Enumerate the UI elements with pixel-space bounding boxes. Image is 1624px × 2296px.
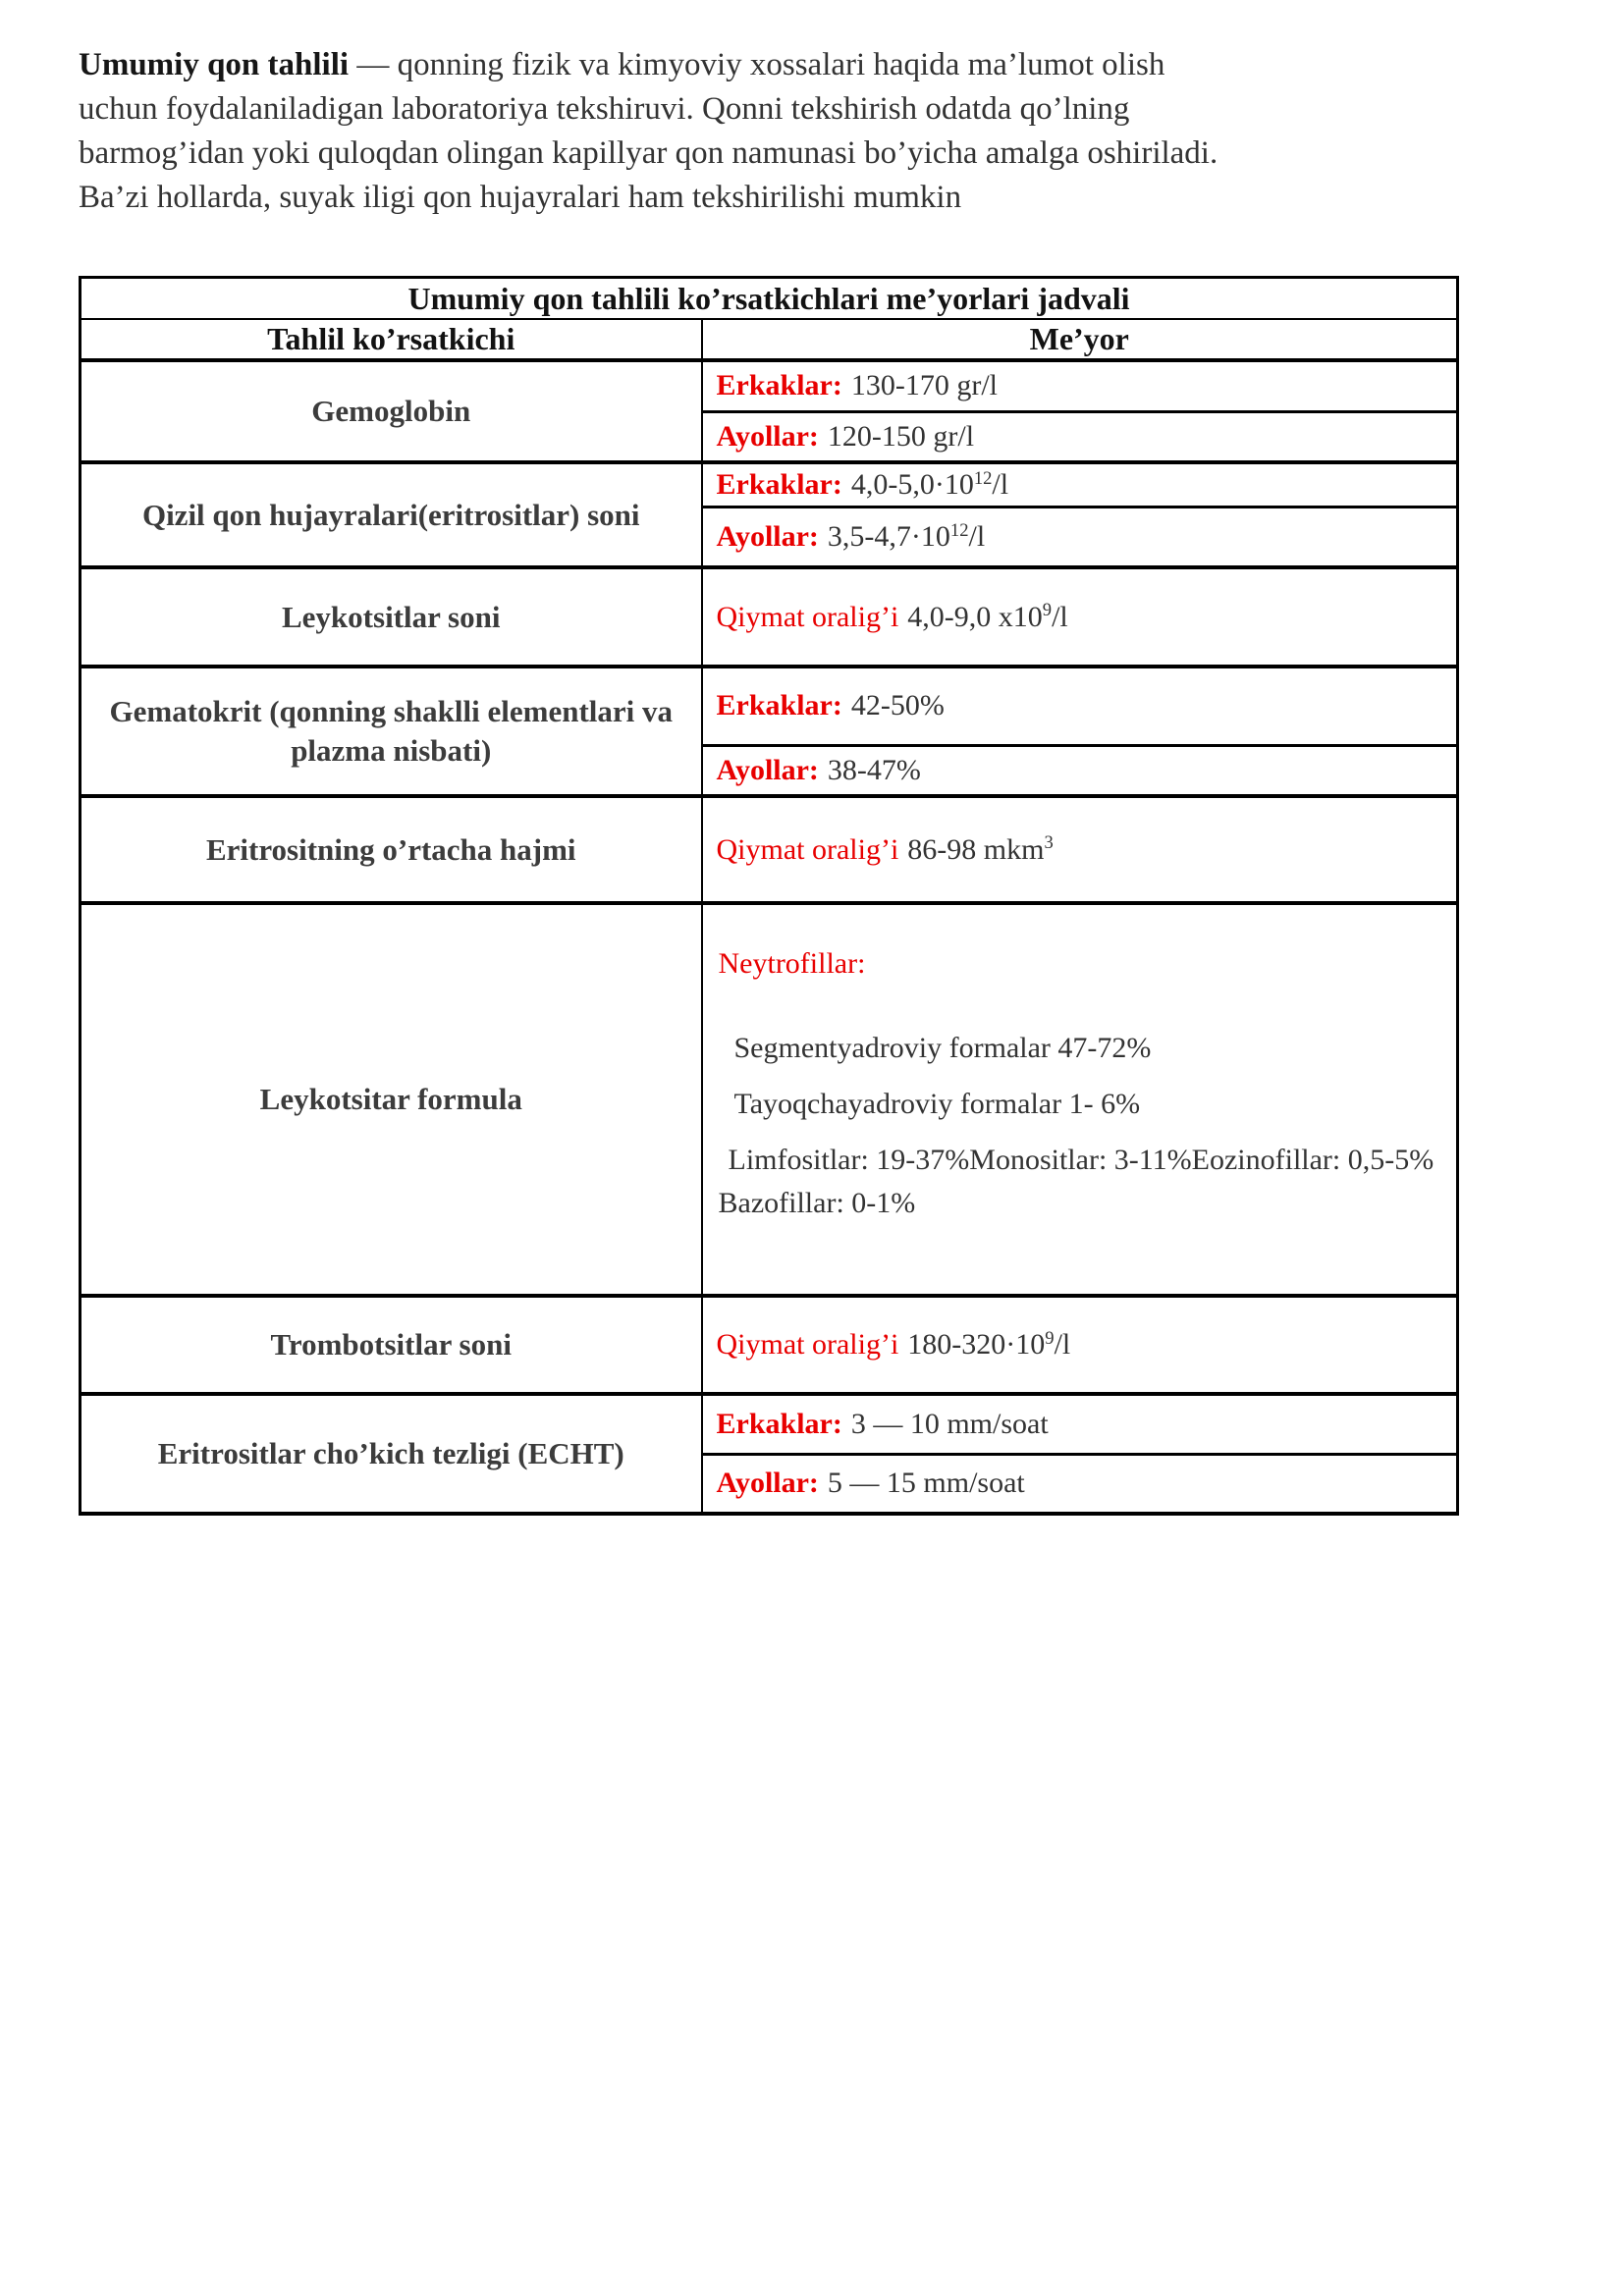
norm-value: $4,0-5,0\cdot 10^{12}/l$: [850, 467, 1009, 502]
table-row-leykotsitlar: [81, 567, 1458, 667]
indicator-name: Gematokrit (qonning shaklli elementlari va plazma nisbati): [81, 667, 702, 796]
table-row-gematokrit: [81, 667, 1458, 796]
norm-cell: [702, 462, 1458, 567]
indicator-name: Eritrositning o’rtacha hajmi: [81, 796, 702, 903]
norm-subcell-women: [703, 410, 1457, 461]
norm-label: Ayollar:: [716, 753, 819, 786]
norm-label: Erkaklar:: [716, 468, 842, 502]
table-title-row: [81, 278, 1458, 320]
norm-subcell-men: [703, 464, 1457, 506]
indicator-name: Eritrositlar cho’kich tezligi (ECHT): [81, 1394, 702, 1514]
indicator-name: Qizil qon hujayralari(eritrositlar) soni: [81, 462, 702, 567]
indicator-name: Leykotsitar formula: [81, 903, 702, 1296]
norm-cell: [702, 667, 1458, 796]
column-header-indicator: Tahlil ko’rsatkichi: [81, 319, 702, 360]
norm-label: Erkaklar:: [716, 1407, 842, 1440]
formula-line-limfositlar: Limfositlar: 19-37%Monositlar: 3-11%Eozinofillar: 0,5-5%: [728, 1144, 1435, 1176]
indicator-name: Trombotsitlar soni: [81, 1296, 702, 1394]
norm-subcells: [703, 1396, 1457, 1512]
norm-value: 38-47%: [827, 753, 921, 786]
intro-line-4: Ba’zi hollarda, suyak iligi qon hujayralari ham tekshirilishi mumkin: [79, 180, 962, 215]
norm-value: $180-320\cdot 10^9/l$: [907, 1327, 1071, 1361]
superscript: 12: [949, 519, 969, 541]
norm-subcells: [703, 668, 1457, 794]
norm-label: Qiymat oralig’i: [716, 1328, 899, 1361]
table-row-echt: [81, 1394, 1458, 1514]
formula-line-segmentyadroviy: Segmentyadroviy formalar 47-72%: [733, 1032, 1152, 1064]
intro-line-3: barmog’idan yoki quloqdan olingan kapillyar qon namunasi bo’yicha amalga oshiriladi.: [79, 135, 1218, 171]
norm-cell: [702, 796, 1458, 903]
column-header-norm: Me’yor: [702, 319, 1458, 360]
table-title: Umumiy qon tahlili ko’rsatkichlari me’yorlari jadvali: [81, 278, 1458, 320]
norm-value: $3,5-4,7\cdot 10^{12}/l$: [827, 519, 986, 554]
norm-cell: [702, 1296, 1458, 1394]
superscript: 9: [1042, 600, 1053, 621]
superscript: 12: [973, 467, 993, 489]
intro-line-2: uchun foydalaniladigan laboratoriya tekshiruvi. Qonni tekshirish odatda qo’lning: [79, 91, 1130, 127]
norm-subcells: [703, 362, 1457, 460]
norm-label: Erkaklar:: [716, 369, 842, 402]
formula-line-neytrofillar: Neytrofillar:: [718, 947, 866, 980]
norm-label: Erkaklar:: [716, 689, 842, 722]
table-row-trombotsitlar: [81, 1296, 1458, 1394]
norm-label: Ayollar:: [716, 520, 819, 554]
norm-value: 3 — 10 mm/soat: [850, 1407, 1049, 1440]
norm-label: Qiymat oralig’i: [716, 600, 899, 633]
norm-label: Ayollar:: [716, 1467, 819, 1500]
table-row-gemoglobin: [81, 360, 1458, 462]
norm-subcell-men: [703, 362, 1457, 410]
norm-cell: [702, 567, 1458, 667]
norm-subcell-women: [703, 1453, 1457, 1513]
norm-subcell-women: [703, 744, 1457, 794]
norm-value: 42-50%: [850, 689, 945, 722]
norm-value: 130-170 gr/l: [850, 369, 998, 402]
norm-subcells: [703, 464, 1457, 565]
norm-subcell-men: [703, 668, 1457, 744]
table-row-eritrositlar: [81, 462, 1458, 567]
norm-cell: [702, 1394, 1458, 1514]
table-header-row: [81, 319, 1458, 360]
norm-subcell-men: [703, 1396, 1457, 1453]
superscript: 9: [1045, 1327, 1055, 1349]
superscript: 3: [1044, 832, 1054, 854]
norm-cell: [702, 360, 1458, 462]
norm-value: 5 — 15 mm/soat: [827, 1467, 1025, 1500]
indicator-name: Gemoglobin: [81, 360, 702, 462]
norm-label: Qiymat oralig’i: [716, 832, 899, 866]
formula-line-tayoqchayadroviy: Tayoqchayadroviy formalar 1- 6%: [733, 1088, 1141, 1120]
indicator-name: Leykotsitlar soni: [81, 567, 702, 667]
norm-value: 4,0-9,0 $x10^9/l$: [907, 600, 1068, 633]
formula-line-bazofillar: Bazofillar: 0-1%: [718, 1187, 916, 1219]
blood-test-table-wrapper: [79, 276, 1547, 1516]
norm-label: Ayollar:: [716, 419, 819, 453]
norm-cell: [702, 903, 1458, 1296]
blood-test-norms-table: [79, 276, 1459, 1516]
intro-line-1: — qonning fizik va kimyoviy xossalari haqida ma’lumot olish: [349, 47, 1165, 82]
norm-value: 120-150 gr/l: [827, 419, 975, 453]
norm-value: 86-98 mkm$^3$: [907, 832, 1054, 866]
table-row-eritrosit-hajmi: [81, 796, 1458, 903]
norm-subcell-women: [703, 506, 1457, 565]
intro-bold-term: Umumiy qon tahlili: [79, 47, 350, 82]
table-row-leykotsitar-formula: [81, 903, 1458, 1296]
intro-paragraph: [79, 43, 1547, 220]
